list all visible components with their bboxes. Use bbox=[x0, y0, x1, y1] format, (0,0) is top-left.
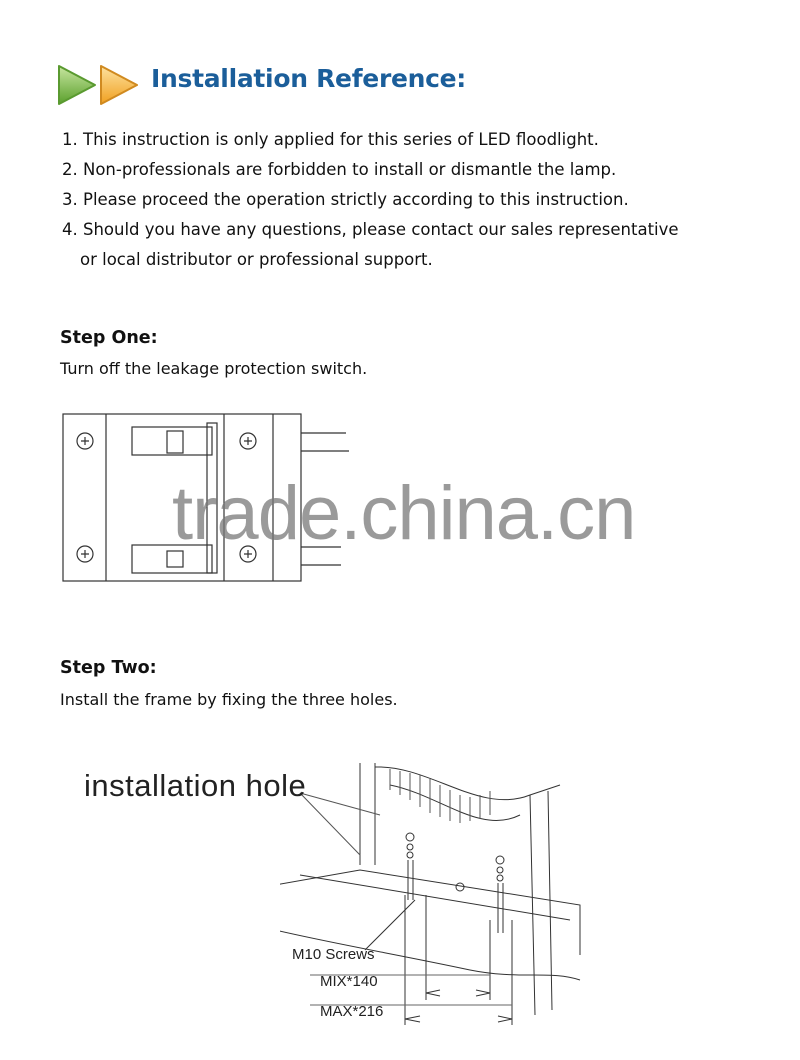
instruction-item: 3. Please proceed the operation strictly according to this instruction. bbox=[62, 190, 629, 209]
max-distance-label: MAX*216 bbox=[320, 1003, 384, 1020]
screws-label: M10 Screws bbox=[292, 946, 375, 963]
frame-installation-diagram bbox=[280, 755, 600, 1040]
instruction-item: 4. Should you have any questions, please contact our sales representative bbox=[62, 220, 679, 239]
watermark: trade.china.cn bbox=[172, 471, 636, 556]
installation-hole-label: installation hole bbox=[84, 768, 307, 803]
screw-icon bbox=[77, 433, 93, 449]
instruction-item: or local distributor or professional support. bbox=[80, 250, 433, 269]
page-title: Installation Reference: bbox=[151, 64, 466, 93]
step-one-text: Turn off the leakage protection switch. bbox=[60, 359, 368, 378]
instruction-item: 2. Non-professionals are forbidden to install or dismantle the lamp. bbox=[62, 160, 617, 179]
step-one-title: Step One: bbox=[60, 328, 158, 348]
min-distance-label: MIX*140 bbox=[320, 973, 378, 990]
screw-icon bbox=[77, 546, 93, 562]
step-two-text: Install the frame by fixing the three holes. bbox=[60, 690, 398, 709]
play-arrows-icon bbox=[55, 62, 145, 108]
instruction-item: 1. This instruction is only applied for this series of LED floodlight. bbox=[62, 130, 599, 149]
screw-icon bbox=[240, 433, 256, 449]
step-two-title: Step Two: bbox=[60, 658, 157, 678]
